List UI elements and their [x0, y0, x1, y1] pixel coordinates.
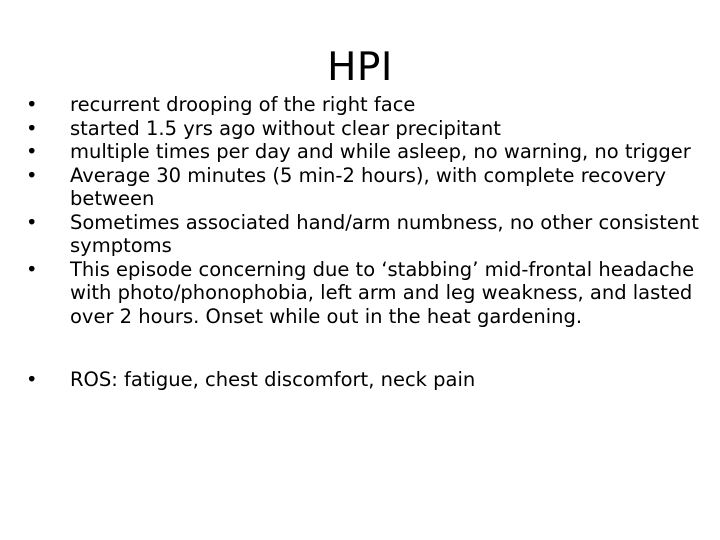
bullet-text: started 1.5 yrs ago without clear precipitant — [70, 116, 501, 140]
bullet-item — [26, 258, 706, 329]
bullet-text: recurrent drooping of the right face — [70, 93, 416, 116]
bullet-list — [26, 93, 706, 392]
bullet-dot-icon: • — [26, 93, 38, 116]
bullet-text: Average 30 minutes (5 min-2 hours), with complete recovery between — [70, 163, 667, 210]
bullet-text: This episode concerning due to ‘stabbing’ mid-frontal headache with photo/phonophobia, left arm and leg weakness, and lasted over 2 hours. Onset while out in the heat gardening. — [70, 257, 695, 328]
bullet-item — [26, 368, 706, 392]
bullet-dot-icon: • — [26, 116, 38, 140]
bullet-item — [26, 140, 706, 164]
slide-title: HPI — [327, 45, 393, 90]
bullet-item — [26, 164, 706, 211]
bullet-text: Sometimes associated hand/arm numbness, no other consistent symptoms — [70, 210, 699, 257]
bullet-text: multiple times per day and while asleep, no warning, no trigger — [70, 140, 691, 163]
bullet-dot-icon: • — [26, 257, 38, 281]
bullet-text: ROS: fatigue, chest discomfort, neck pain — [70, 368, 476, 391]
bullet-dot-icon: • — [26, 163, 38, 187]
bullet-dot-icon: • — [26, 140, 38, 163]
bullet-item — [26, 211, 706, 258]
bullet-item — [26, 93, 706, 117]
bullet-item — [26, 117, 706, 141]
bullet-dot-icon: • — [26, 368, 38, 391]
bullet-dot-icon: • — [26, 210, 38, 234]
